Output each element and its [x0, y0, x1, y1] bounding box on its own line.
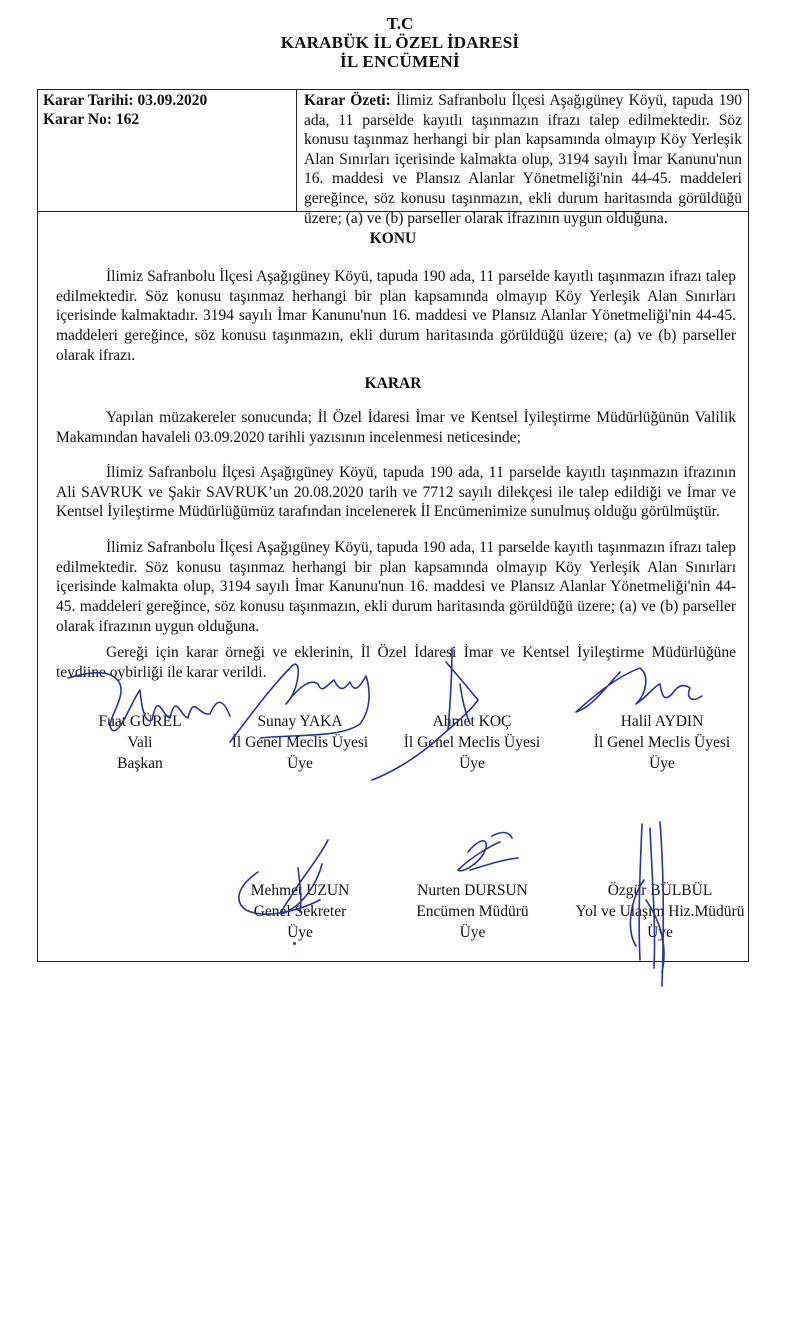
karar-paragraph-4: Gereği için karar örneği ve eklerinin, İl Özel İdaresi İmar ve Kentsel İyileştirme Müdürlüğüne tevdiine oybirliği ile karar verildi.	[56, 644, 736, 681]
signatory-name: Fuat GÜREL	[98, 713, 182, 730]
signatory-2	[225, 711, 375, 774]
box-divider	[296, 90, 297, 211]
signatory-6	[395, 880, 550, 943]
karar-paragraph-3: İlimiz Safranbolu İlçesi Aşağıgüney Köyü, tapuda 190 ada, 11 parselde kayıtlı taşınmazın ifrazı talep edilmektedir. Söz konusu taşınmaz herhangi bir plan kapsamında olmayıp Köy Yerleşik Alan Sınırları içerisinde kalmakta olup, 3194 sayılı İmar Kanunu'nun 16. maddesi ve Plansız Alanlar Yönetmeliği'nin 44-45. maddeleri gereğince, söz konusu taşınmazın, ekli durum haritasında görüldüğü üzere; (a) ve (b) parseller olarak ifrazının uygun olduğuna.	[56, 539, 736, 635]
karar-paragraph-2: İlimiz Safranbolu İlçesi Aşağıgüney Köyü, tapuda 190 ada, 11 parselde kayıtlı taşınmazın ifrazının Ali SAVRUK ve Şakir SAVRUK’un 20.08.2020 tarih ve 7712 sayılı dilekçesi ile talep edildiği ve İmar ve Kentsel İyileştirme Müdürlüğümüz tarafından incelenerek İl Encümenimize sunulmuş olduğu görülmüştür.	[56, 464, 736, 521]
karar-paragraph-1: Yapılan müzakereler sonucunda; İl Özel İdaresi İmar ve Kentsel İyileştirme Müdürlüğünün Valilik Makamından havaleli 03.09.2020 tarihli yazısının incelenmesi neticesinde;	[56, 409, 736, 446]
karar-title: KARAR	[364, 375, 422, 392]
signatory-role: Üye	[287, 924, 313, 941]
signatory-title: İl Genel Meclis Üyesi	[403, 734, 541, 751]
decision-meta	[43, 91, 207, 129]
signatory-name: Ahmet KOÇ	[432, 713, 512, 730]
signatory-role: Üye	[649, 755, 675, 772]
signatory-title: Encümen Müdürü	[416, 903, 529, 920]
header-council: İL ENCÜMENİ	[339, 52, 461, 71]
decision-summary	[304, 91, 742, 228]
signatory-7	[560, 880, 760, 943]
signatory-title: Yol ve Ulaşım Hiz.Müdürü	[575, 903, 745, 920]
signatory-1	[80, 711, 200, 774]
document-frame	[37, 89, 749, 962]
signatory-name: Halil AYDIN	[620, 713, 704, 730]
signatory-name: Sunay YAKA	[257, 713, 343, 730]
signatory-title: Genel Sekreter	[253, 903, 347, 920]
signatory-3	[392, 711, 552, 774]
summary-text: İlimiz Safranbolu İlçesi Aşağıgüney Köyü, tapuda 190 ada, 11 parselde kayıtlı taşınmazın ifrazı talep edilmektedir. Söz konusu taşınmaz herhangi bir plan kapsamında olmayıp Köy Yerleşik Alan Sınırları içerisinde kalmakta olup, 3194 sayılı İmar Kanunu'nun 16. maddesi ve Plansız Alanlar Yönetmeliği'nin 44-45. maddeleri gereğince, söz konusu taşınmazın, ekli durum haritasında görüldüğü üzere; (a) ve (b) parseller olarak ifrazının uygun olduğuna.	[304, 92, 742, 227]
decision-date: Karar Tarihi: 03.09.2020	[43, 92, 208, 109]
signatory-name: Mehmet UZUN	[250, 882, 350, 899]
konu-title: KONU	[369, 230, 417, 247]
signatory-title: Vali	[127, 734, 153, 751]
header-institution: KARABÜK İL ÖZEL İDARESİ	[280, 33, 520, 52]
signatory-role: Üye	[287, 755, 313, 772]
signatory-name: Nurten DURSUN	[417, 882, 528, 899]
konu-paragraph: İlimiz Safranbolu İlçesi Aşağıgüney Köyü, tapuda 190 ada, 11 parselde kayıtlı taşınmazın ifrazı talep edilmektedir. Söz konusu taşınmaz herhangi bir plan kapsamında olmayıp Köy Yerleşik Alan Sınırları içerisinde kalmaktadır. 3194 sayılı İmar Kanunu'nun 16. maddesi ve Plansız Alanlar Yönetmeliği'nin 44-45. maddeleri gereğince, söz konusu taşınmazın, ekli durum haritasında görüldüğü üzere; (a) ve (b) parseller olarak ifrazı.	[56, 268, 736, 364]
signatory-5	[225, 880, 375, 943]
signatory-name: Özgür BÜLBÜL	[607, 882, 713, 899]
signatory-title: İl Genel Meclis Üyesi	[231, 734, 369, 751]
signatory-role: Başkan	[117, 755, 163, 772]
decision-number: Karar No: 162	[43, 111, 140, 128]
header-tc: T.C	[386, 14, 414, 33]
signatory-title: İl Genel Meclis Üyesi	[593, 734, 731, 751]
signatory-role: Üye	[459, 924, 486, 941]
signatory-role: Üye	[647, 924, 673, 941]
signatory-4	[582, 711, 742, 774]
decision-info-box	[38, 90, 748, 227]
signatory-role: Üye	[459, 755, 485, 772]
ink-dot	[293, 942, 296, 945]
summary-label: Karar Özeti:	[304, 92, 391, 109]
